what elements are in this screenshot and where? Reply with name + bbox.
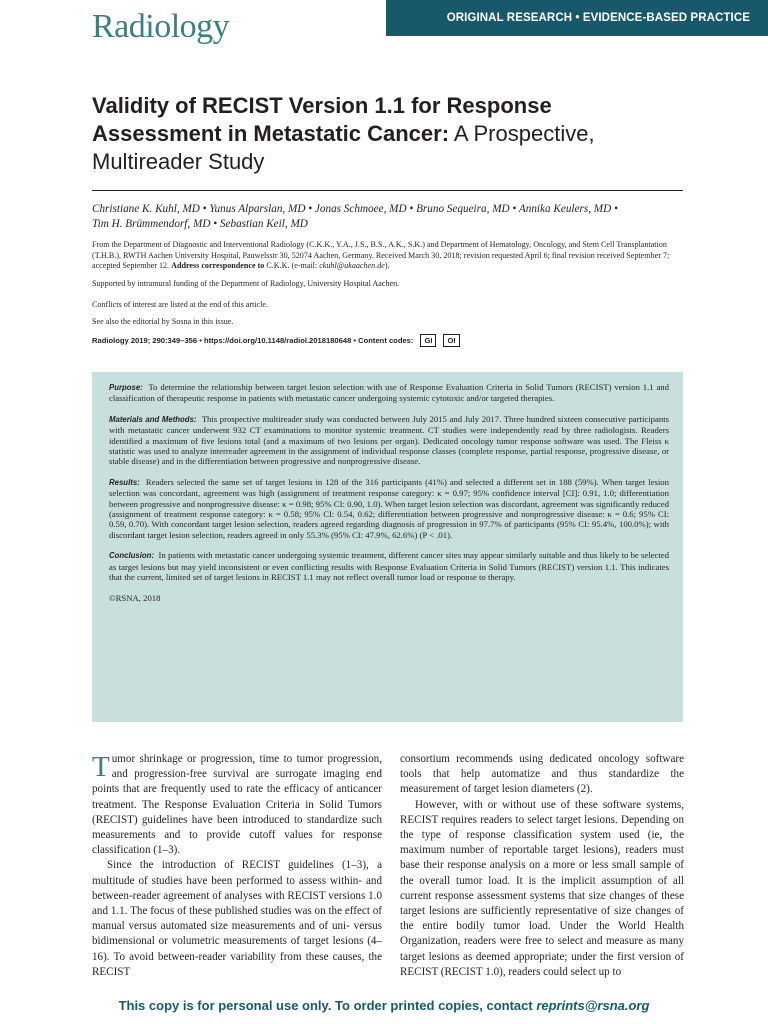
correspondence-text: C.K.K. (e-mail:	[264, 261, 320, 271]
abstract-copyright: ©RSNA, 2018	[109, 592, 161, 603]
conclusion-heading: Conclusion:	[109, 551, 155, 561]
journal-logo: Radiology	[92, 8, 230, 45]
title-rule	[92, 190, 683, 191]
author-line-2: Tim H. Brümmendorf, MD • Sebastian Keil, MD	[92, 218, 308, 230]
abstract-results	[109, 477, 669, 540]
correspondence-end: ).	[384, 261, 390, 271]
author-line-1: Christiane K. Kuhl, MD • Yunus Alparslan, MD • Jonas Schmoee, MD • Bruno Sequeira, MD • Annika Keulers, MD •	[92, 203, 618, 215]
title-line-2-bold: Assessment in Metastatic Cancer:	[92, 121, 450, 146]
citation-line	[92, 334, 460, 347]
drop-cap: T	[92, 751, 110, 783]
citation-text: Radiology 2019; 290:349–356 • https://doi.org/10.1148/radiol.2018180648 • Content codes:	[92, 336, 414, 345]
body-paragraph: consortium recommends using dedicated oncology software tools that help automatize and thus standardize the measurement of target lesion diameters (2).	[400, 753, 684, 796]
content-code-gi: GI	[420, 334, 436, 347]
body-paragraph: Since the introduction of RECIST guidelines (1–3), a multitude of studies have been performed to assess within- and between-reader agreement of analyses with RECIST versions 1.0 and 1.1. The focus of these published studies was on the effect of manual versus automated size measurements and of uni- versus bidimensional or volumetric measurements of target lesions (4–16). To avoid between-reader variability from these causes, the RECIST	[92, 859, 382, 978]
correspondence-label: Address correspondence to	[171, 261, 265, 271]
abstract-conclusion	[109, 550, 669, 582]
author-list	[92, 202, 692, 232]
title-line-1: Validity of RECIST Version 1.1 for Response	[92, 93, 552, 118]
funding-note: Supported by intramural funding of the Department of Radiology, University Hospital Aachen.	[92, 279, 400, 288]
reprint-footer	[0, 998, 768, 1013]
article-type-label: ORIGINAL RESEARCH • EVIDENCE-BASED PRACTICE	[446, 12, 750, 24]
article-type-banner	[386, 0, 768, 36]
article-title	[92, 92, 692, 176]
affiliation-note	[92, 240, 692, 272]
reprints-email-link[interactable]: reprints@rsna.org	[536, 998, 650, 1013]
body-paragraph: However, with or without use of these software systems, RECIST requires readers to select target lesions. Depending on the type of response classification system used (ie, the maximum number of reportable target lesions), readers must base their response analysis on a more or less small sample of the overall tumor load. It is the implicit assumption of all current response assessment systems that size changes of these target lesions are sufficiently representative of size changes of the entire bodily tumor load. Under the World Health Organization, readers were free to select and measure as many target lesions as deemed appropriate; under the first version of RECIST (RECIST 1.0), readers could select up to	[400, 798, 684, 978]
results-heading: Results:	[109, 477, 140, 487]
footer-text: This copy is for personal use only. To order printed copies, contact	[118, 998, 537, 1013]
abstract-methods	[109, 414, 669, 467]
body-paragraph-text: umor shrinkage or progression, time to tumor progression, and progression-free survival are surrogate imaging end points that are frequently used to rate the efficacy of anticancer treatment. The Response Evaluation Criteria in Solid Tumors (RECIST) guidelines have been introduced to standardize such measurements and to provide cutoff values for response classification (1–3).	[92, 753, 382, 857]
methods-text: This prospective multireader study was conducted between July 2015 and July 2017. Three hundred sixteen consecutive participants with metastatic cancer underwent 932 CT examinations to monitor systemic treatment. CT studies were independently read by three radiologists. Readers identified a maximum of five lesions total (and a maximum of two lesions per organ). Dedicated oncology tumor response software was used. The Fleiss κ statistic was used to analyze interreader agreement in the assignment of individual response classes (complete response, partial response, progressive disease, or stable disease) and in the differentiation between progressive and nonprogressive disease.	[109, 413, 669, 467]
editorial-note: See also the editorial by Sosna in this issue.	[92, 317, 234, 326]
body-column-right	[400, 752, 684, 980]
correspondence-email[interactable]: ckuhl@ukaachen.de	[319, 261, 385, 271]
body-paragraph	[92, 752, 382, 858]
methods-heading: Materials and Methods:	[109, 414, 197, 424]
conclusion-text: In patients with metastatic cancer undergoing systemic treatment, different cancer sites may appear similarly suitable and thus likely to be selected as target lesions but may yield inconsistent or even conflicting results with Response Evaluation Criteria in Solid Tumors (RECIST) version 1.1. This indicates that the current, limited set of target lesions in RECIST 1.1 may not reflect overall tumor load or response to therapy.	[109, 550, 669, 583]
purpose-heading: Purpose:	[109, 383, 143, 392]
abstract-box	[92, 372, 683, 722]
title-line-3: Multireader Study	[92, 149, 265, 174]
affiliation-text: From the Department of Diagnostic and Interventional Radiology (C.K.K., Y.A., J.S., B.S., A.K., S.K.) and Department of Hematology, Oncology, and Stem Cell Transplantation (T.H.B.), RWTH Aachen University Hospital, Pauwelsstr 30, 52074 Aachen, Germany. Received March 30, 2018; revision requested April 6; final revision received September 7; accepted September 12.	[92, 240, 670, 271]
title-line-2-light: A Prospective,	[449, 121, 595, 146]
results-text: Readers selected the same set of target lesions in 128 of the 316 participants (41%) and selected a different set in 188 (59%). When target lesion selection was concordant, agreement was high (assignment of treatment response category: κ = 0.97; 95% confidence interval [CI]: 0.91, 1.0; differentiation between progressive and nonprogressive disease: κ = 0.98; 95% CI: 0.90, 1.0). When target lesion selection was discordant, agreement was significantly reduced (assignment of treatment response category: κ = 0.58; 95% CI: 0.54, 0.62; differentiation between progressive and nonprogressive disease: κ = 0.6; 95% CI: 0.59, 0.70). With concordant target lesion selection, readers agreed regarding diagnosis of progression in 97.7% of participants (95% CI: 95.4%, 100.0%); with discordant target lesion selection, readers agreed in only 55.3% (95% CI: 47.9%, 62.6%) (P < .01).	[109, 476, 669, 540]
purpose-text: To determine the relationship between target lesion selection with use of Response Evaluation Criteria in Solid Tumors (RECIST) version 1.1 and classification of therapeutic response in patients with metastatic cancer undergoing systemic cytotoxic and/or targeted therapies.	[109, 382, 669, 404]
body-column-left	[92, 752, 382, 980]
abstract-purpose	[109, 382, 669, 404]
content-code-oi: OI	[443, 334, 459, 347]
conflicts-note: Conflicts of interest are listed at the end of this article.	[92, 300, 268, 309]
